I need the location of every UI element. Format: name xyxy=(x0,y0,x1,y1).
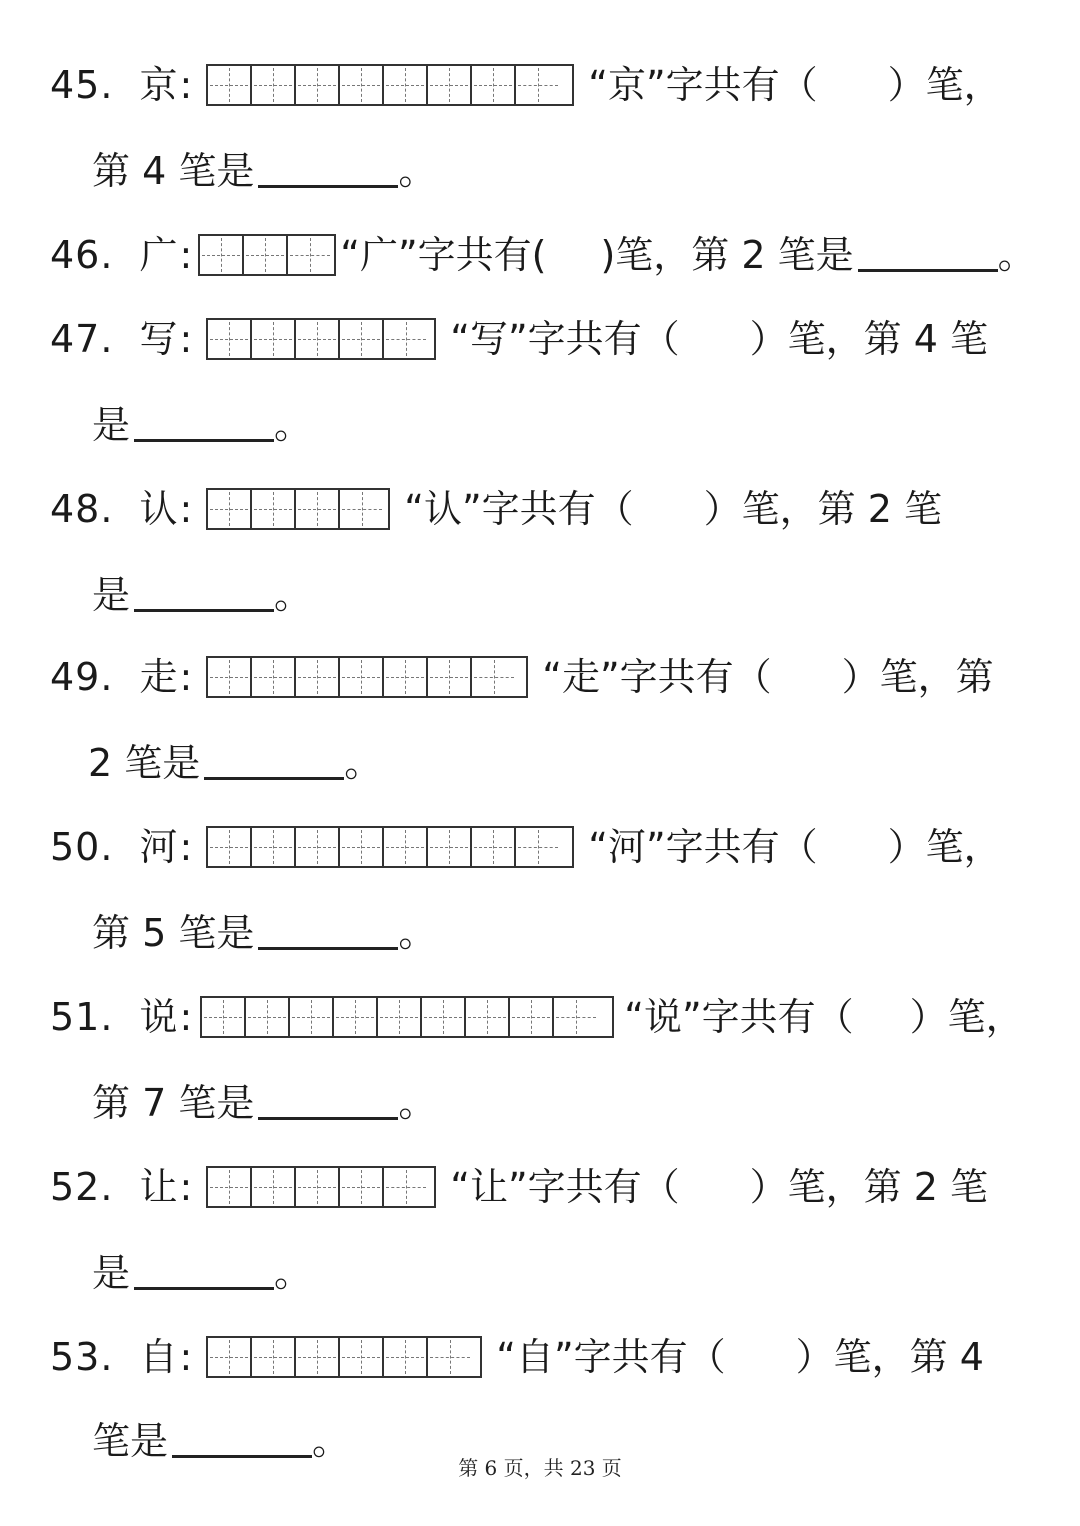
prompt-open: “让”字共有（ xyxy=(450,1165,680,1209)
grid-cell[interactable] xyxy=(340,66,384,104)
grid-cell[interactable] xyxy=(554,998,598,1036)
question-number: 47. xyxy=(50,317,114,361)
grid-cell[interactable] xyxy=(472,828,516,866)
question-46-line1: 46. 广 : “广”字共有( )笔，第 2 笔是 。 xyxy=(50,233,1036,277)
question-number: 53. xyxy=(50,1335,114,1379)
grid-cell[interactable] xyxy=(428,658,472,696)
stroke-grid[interactable] xyxy=(198,234,336,276)
question-52-line1: 52. 让 : “让”字共有（ ）笔，第 2 笔 xyxy=(50,1165,988,1209)
grid-cell[interactable] xyxy=(208,1338,252,1376)
grid-cell[interactable] xyxy=(244,236,288,274)
question-character: 认 xyxy=(139,487,178,531)
line2-suffix: 。 xyxy=(312,1419,351,1463)
grid-cell[interactable] xyxy=(288,236,332,274)
question-number: 50. xyxy=(50,825,114,869)
prompt-close: ）笔，第 4 xyxy=(795,1335,984,1379)
stroke-grid[interactable] xyxy=(206,656,528,698)
question-character: 走 xyxy=(139,655,178,699)
grid-cell[interactable] xyxy=(208,490,252,528)
grid-cell[interactable] xyxy=(296,320,340,358)
grid-cell[interactable] xyxy=(510,998,554,1036)
grid-cell[interactable] xyxy=(252,658,296,696)
stroke-grid[interactable] xyxy=(206,64,574,106)
grid-cell[interactable] xyxy=(428,66,472,104)
prompt-open: “广”字共有( xyxy=(340,233,547,277)
question-number: 51. xyxy=(50,995,114,1039)
prompt-open: “河”字共有（ xyxy=(588,825,818,869)
prompt-open: “走”字共有（ xyxy=(542,655,772,699)
line2-suffix: 。 xyxy=(274,403,313,447)
line2-suffix: 。 xyxy=(274,1251,313,1295)
grid-cell[interactable] xyxy=(202,998,246,1036)
question-number: 52. xyxy=(50,1165,114,1209)
grid-cell[interactable] xyxy=(246,998,290,1036)
prompt-open: “自”字共有（ xyxy=(496,1335,726,1379)
line2-prefix: 第 5 笔是 xyxy=(92,911,255,955)
grid-cell[interactable] xyxy=(340,490,384,528)
page-footer: 第 6 页，共 23 页 xyxy=(458,1456,622,1480)
question-47-line1: 47. 写 : “写”字共有（ ）笔，第 4 笔 xyxy=(50,317,988,361)
question-number: 49. xyxy=(50,655,114,699)
question-51-line1: 51. 说 : “说”字共有（ ）笔， xyxy=(50,995,1024,1039)
grid-cell[interactable] xyxy=(252,828,296,866)
question-character: 河 xyxy=(139,825,178,869)
answer-blank[interactable] xyxy=(134,579,274,612)
grid-cell[interactable] xyxy=(296,1338,340,1376)
grid-cell[interactable] xyxy=(428,828,472,866)
question-character: 京 xyxy=(139,63,178,107)
question-48-line2 xyxy=(92,572,312,618)
grid-cell[interactable] xyxy=(296,66,340,104)
stroke-grid[interactable] xyxy=(206,318,436,360)
prompt-close: )笔，第 2 笔是 xyxy=(600,233,854,277)
grid-cell[interactable] xyxy=(384,1338,428,1376)
grid-cell[interactable] xyxy=(296,1168,340,1206)
grid-cell[interactable] xyxy=(296,490,340,528)
question-49-line1: 49. 走 : “走”字共有（ ）笔，第 xyxy=(50,655,994,699)
grid-cell[interactable] xyxy=(384,658,428,696)
question-character: 自 xyxy=(139,1335,178,1379)
grid-cell[interactable] xyxy=(428,1338,472,1376)
grid-cell[interactable] xyxy=(340,320,384,358)
answer-blank[interactable] xyxy=(134,1257,274,1290)
grid-cell[interactable] xyxy=(472,66,516,104)
line2-prefix: 第 7 笔是 xyxy=(92,1081,255,1125)
grid-cell[interactable] xyxy=(384,66,428,104)
grid-cell[interactable] xyxy=(384,320,428,358)
grid-cell[interactable] xyxy=(252,1168,296,1206)
grid-cell[interactable] xyxy=(252,66,296,104)
grid-cell[interactable] xyxy=(472,658,516,696)
prompt-close: ）笔， xyxy=(887,63,1002,107)
question-45-line2 xyxy=(92,148,436,194)
line2-suffix: 。 xyxy=(398,911,437,955)
grid-cell[interactable] xyxy=(384,828,428,866)
prompt-close: ）笔，第 2 笔 xyxy=(703,487,942,531)
line2-prefix: 是 xyxy=(92,573,131,617)
grid-cell[interactable] xyxy=(252,490,296,528)
question-number: 45. xyxy=(50,63,114,107)
grid-cell[interactable] xyxy=(340,1168,384,1206)
line2-suffix: 。 xyxy=(398,1081,437,1125)
question-47-line2 xyxy=(92,402,312,448)
grid-cell[interactable] xyxy=(378,998,422,1036)
grid-cell[interactable] xyxy=(208,320,252,358)
line2-suffix: 。 xyxy=(997,233,1036,277)
grid-cell[interactable] xyxy=(296,658,340,696)
answer-blank[interactable] xyxy=(134,409,274,442)
question-character: 说 xyxy=(139,995,178,1039)
grid-cell[interactable] xyxy=(252,320,296,358)
answer-blank[interactable] xyxy=(258,917,398,950)
stroke-grid[interactable] xyxy=(206,1166,436,1208)
grid-cell[interactable] xyxy=(422,998,466,1036)
stroke-grid[interactable] xyxy=(206,1336,482,1378)
question-50-line1: 50. 河 : “河”字共有（ ）笔， xyxy=(50,825,1002,869)
grid-cell[interactable] xyxy=(466,998,510,1036)
question-48-line1: 48. 认 : “认”字共有（ ）笔，第 2 笔 xyxy=(50,487,942,531)
prompt-close: ）笔， xyxy=(887,825,1002,869)
grid-cell[interactable] xyxy=(516,66,560,104)
grid-cell[interactable] xyxy=(516,828,560,866)
stroke-grid[interactable] xyxy=(200,996,614,1038)
prompt-open: “写”字共有（ xyxy=(450,317,680,361)
grid-cell[interactable] xyxy=(296,828,340,866)
answer-blank[interactable] xyxy=(204,747,344,780)
answer-blank[interactable] xyxy=(258,1087,398,1120)
prompt-close: ）笔，第 xyxy=(841,655,994,699)
grid-cell[interactable] xyxy=(200,236,244,274)
prompt-close: ）笔， xyxy=(909,995,1024,1039)
prompt-close: ）笔，第 2 笔 xyxy=(749,1165,988,1209)
question-number: 46. xyxy=(50,233,114,277)
question-49-line2 xyxy=(88,740,382,786)
grid-cell[interactable] xyxy=(208,828,252,866)
question-number: 48. xyxy=(50,487,114,531)
grid-cell[interactable] xyxy=(208,1168,252,1206)
prompt-open: “认”字共有（ xyxy=(404,487,634,531)
grid-cell[interactable] xyxy=(290,998,334,1036)
question-51-line2 xyxy=(92,1080,436,1126)
prompt-close: ）笔，第 4 笔 xyxy=(749,317,988,361)
question-character: 写 xyxy=(139,317,178,361)
grid-cell[interactable] xyxy=(334,998,378,1036)
grid-cell[interactable] xyxy=(252,1338,296,1376)
line2-suffix: 。 xyxy=(274,573,313,617)
line2-prefix: 是 xyxy=(92,403,131,447)
line2-prefix: 是 xyxy=(92,1251,131,1295)
grid-cell[interactable] xyxy=(208,66,252,104)
grid-cell[interactable] xyxy=(340,828,384,866)
question-45-line1: 45. 京 : “京”字共有（ ）笔， xyxy=(50,63,1002,107)
answer-blank[interactable] xyxy=(258,155,398,188)
line2-prefix: 笔是 xyxy=(92,1419,169,1463)
grid-cell[interactable] xyxy=(208,658,252,696)
question-50-line2 xyxy=(92,910,436,956)
stroke-grid[interactable] xyxy=(206,826,574,868)
line2-prefix: 2 笔是 xyxy=(88,741,201,785)
question-character: 让 xyxy=(139,1165,178,1209)
question-character: 广 xyxy=(139,233,178,277)
prompt-open: “京”字共有（ xyxy=(588,63,818,107)
grid-cell[interactable] xyxy=(340,1338,384,1376)
stroke-grid[interactable] xyxy=(206,488,390,530)
grid-cell[interactable] xyxy=(384,1168,428,1206)
grid-cell[interactable] xyxy=(340,658,384,696)
prompt-open: “说”字共有（ xyxy=(624,995,854,1039)
question-53-line1: 53. 自 : “自”字共有（ ）笔，第 4 xyxy=(50,1335,984,1379)
line2-suffix: 。 xyxy=(398,149,437,193)
answer-blank[interactable] xyxy=(858,239,998,272)
line2-suffix: 。 xyxy=(344,741,383,785)
question-52-line2 xyxy=(92,1250,312,1296)
line2-prefix: 第 4 笔是 xyxy=(92,149,255,193)
